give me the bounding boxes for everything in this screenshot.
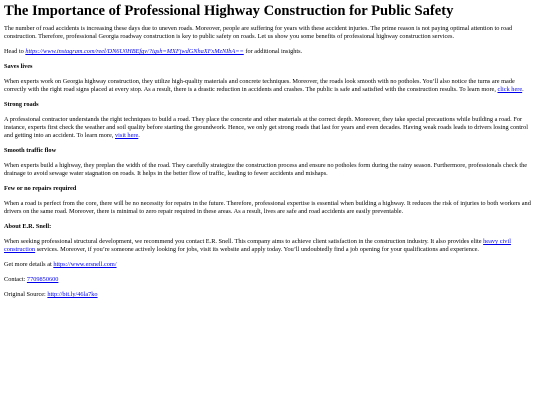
section-after: . <box>522 86 524 93</box>
head-to-prefix: Head to <box>4 48 26 55</box>
phone-link[interactable]: 7709850600 <box>26 276 59 283</box>
section-heading-strong-roads: Strong roads <box>4 101 39 108</box>
visit-here-link[interactable]: visit here <box>115 132 139 139</box>
section-heading-saves-lives: Saves lives <box>4 63 33 70</box>
section-after: services. Moreover, if you’re someone actively looking for jobs, visit its website and apply today. You’ll undoubtedly find a job opening for your qualifications and experience. <box>35 246 480 253</box>
contact-paragraph <box>4 276 536 284</box>
heavy-civil-construction-link[interactable]: heavy civil construction <box>4 238 511 253</box>
section-body: A professional contractor understands the right techniques to build a road. They place the concrete and other materials at the correct depth. Moreover, they take special precautions while building a road. For instance, experts first check the weather and soil quality before starting the groundwork. Hence, we only get strong roads that last for years and even decades. Having weak roads leads to drivers losing control and getting into an accident. To learn more, <box>4 116 529 139</box>
more-details-paragraph <box>4 261 536 269</box>
section-text-traffic-flow: When experts build a highway, they preplan the width of the road. They carefully strategize the construction process and ensure no potholes form during the rainy season. Furthermore, professionals check the drainage to avoid sewage water stagnation on roads. It helps in the better flow of traffic, leading to fewer accidents and mishaps. <box>4 162 528 177</box>
source-paragraph <box>4 291 536 299</box>
section-text-repairs: When a road is perfect from the core, there will be no necessity for repairs in the future. Therefore, professional expertise is essential when building a highway. It reduces the risk of injuries to both workers and drivers on the same road. Moreover, there is minimal to zero repair required in these areas. As a result, lives are safe and road accidents are easily preventable. <box>4 200 531 215</box>
section-heading-traffic-flow: Smooth traffic flow <box>4 147 57 154</box>
section-text-saves-lives <box>4 78 536 94</box>
section-text-about <box>4 238 536 254</box>
contact-prefix: Contact: <box>4 276 27 283</box>
section-body: When seeking professional structural development, we recommend you contact E.R. Snell. This company aims to achieve client satisfaction in the construction industry. It also provides elite <box>4 238 484 245</box>
website-link[interactable]: https://www.ersnell.com/ <box>53 261 117 268</box>
instagram-link[interactable]: https://www.instagram.com/reel/DN6U0HBEfgv/?igsh=MXFjwdGNhaXFxMzNIbA== <box>25 48 244 55</box>
original-source-link[interactable]: http://bit.ly/46la7ko <box>47 291 98 298</box>
head-to-paragraph <box>4 48 536 56</box>
more-details-prefix: Get more details at <box>4 261 54 268</box>
section-heading-about: About E.R. Snell: <box>4 223 52 230</box>
source-prefix: Original Source: <box>4 291 48 298</box>
section-text-strong-roads <box>4 116 536 140</box>
section-after: . <box>138 132 140 139</box>
head-to-suffix: for additional insights. <box>243 48 303 55</box>
click-here-link[interactable]: click here <box>497 86 523 93</box>
section-heading-repairs: Few or no repairs required <box>4 185 77 192</box>
section-body: When experts work on Georgia highway construction, they utilize high-quality materials and concrete techniques. Moreover, the roads look smooth with no potholes. You’ll also notice the turns are made correctly with the right road signs placed at every stop. As a result, there is a drastic reduction in accidents and crashes. The public is safe and satisfied with the construction results. To learn more, <box>4 78 515 93</box>
intro-paragraph: The number of road accidents is increasing these days due to uneven roads. Moreover, people are suffering for years with these accident injuries. The prime reason is not paying optimal attention to road construction. Therefore, professional Georgia roadway construction is key to public safety on roads. Let us show you some benefits of professional highway construction services. <box>4 25 513 40</box>
page-title: The Importance of Professional Highway Construction for Public Safety <box>4 3 454 19</box>
